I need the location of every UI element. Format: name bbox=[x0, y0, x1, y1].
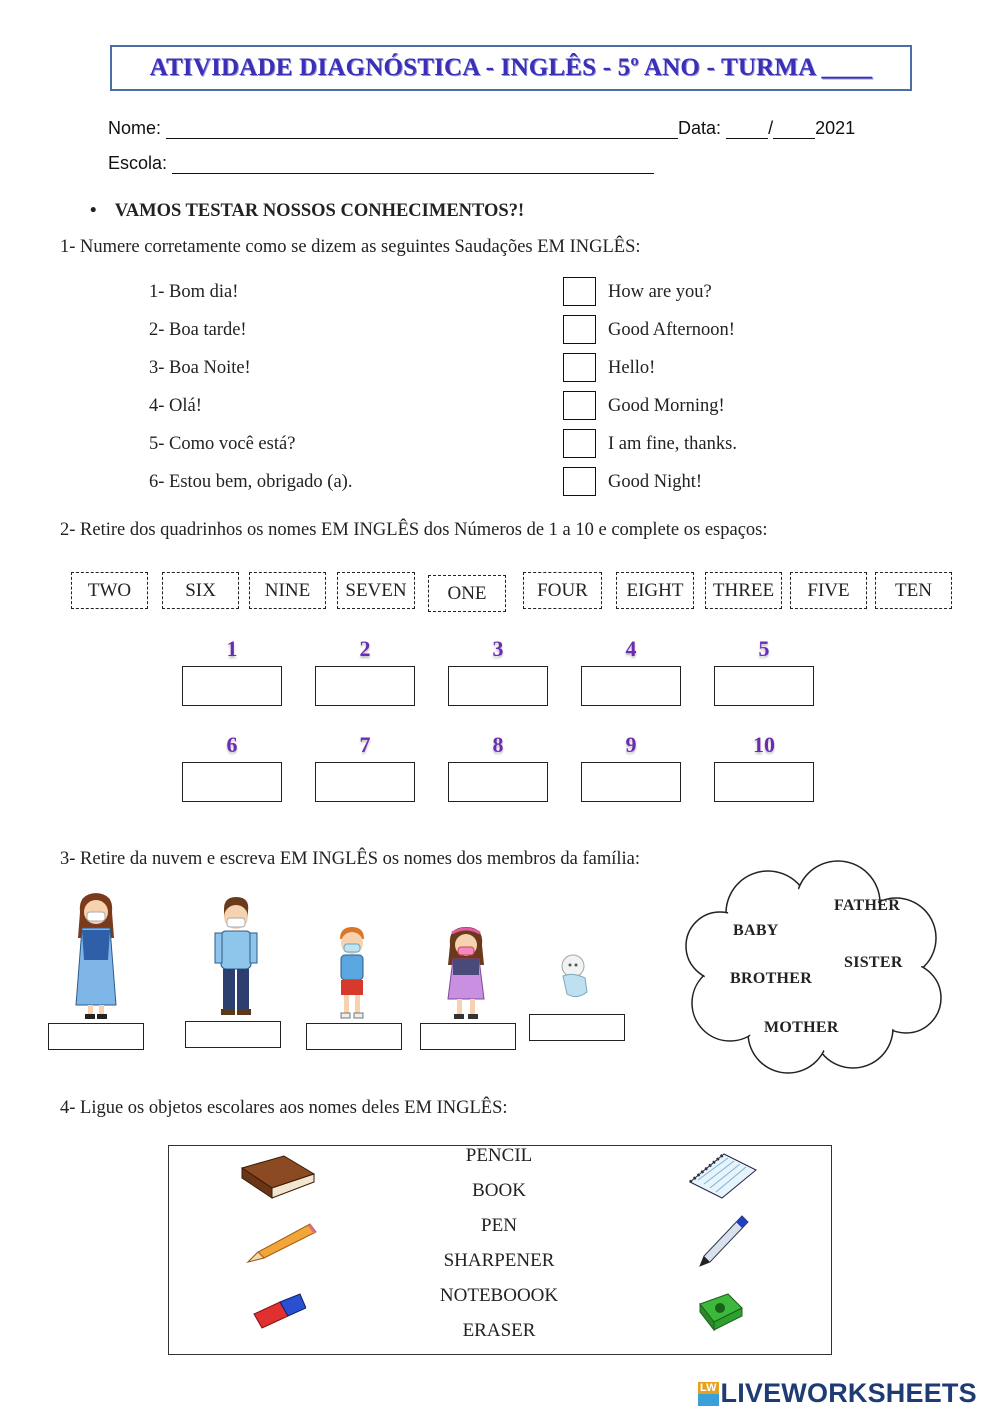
object-word[interactable]: ERASER bbox=[462, 1320, 536, 1341]
number-label: 7 bbox=[359, 732, 371, 757]
name-date-row bbox=[108, 118, 898, 139]
number-word-card[interactable]: NINE bbox=[249, 572, 326, 609]
q1-left-item: 2- Boa tarde! bbox=[149, 320, 247, 340]
q1-right-item: I am fine, thanks. bbox=[608, 434, 737, 454]
family-answer-box[interactable] bbox=[306, 1023, 402, 1050]
cloud-word: FATHER bbox=[834, 897, 901, 914]
q1-answer-box[interactable] bbox=[563, 315, 596, 344]
q1-left-item: 5- Como você está? bbox=[149, 434, 296, 454]
number-answer-box[interactable] bbox=[448, 762, 548, 802]
number-label: 8 bbox=[492, 732, 504, 757]
bullet: • bbox=[90, 201, 97, 221]
mother-figure-icon bbox=[66, 890, 126, 1020]
q1-answer-box[interactable] bbox=[563, 277, 596, 306]
number-label: 1 bbox=[226, 636, 238, 661]
date-slash: / bbox=[768, 118, 774, 138]
brother-figure-icon bbox=[330, 925, 374, 1021]
number-word-card[interactable]: THREE bbox=[705, 572, 782, 609]
number-answer-box[interactable] bbox=[448, 666, 548, 706]
intro-line bbox=[90, 201, 524, 222]
number-label: 2 bbox=[359, 636, 371, 661]
number-answer-box[interactable] bbox=[182, 666, 282, 706]
sharpener-icon[interactable] bbox=[694, 1288, 748, 1334]
q1-right-item: Good Night! bbox=[608, 472, 703, 492]
number-word-card[interactable]: SIX bbox=[162, 572, 239, 609]
sister-figure-icon bbox=[440, 925, 492, 1021]
number-answer-box[interactable] bbox=[714, 666, 814, 706]
family-answer-box[interactable] bbox=[529, 1014, 625, 1041]
number-word-card[interactable]: SEVEN bbox=[337, 572, 415, 609]
liveworksheets-logo bbox=[698, 1378, 977, 1409]
family-answer-box[interactable] bbox=[420, 1023, 516, 1050]
number-answer-box[interactable] bbox=[315, 762, 415, 802]
number-label: 5 bbox=[758, 636, 770, 661]
number-word-card[interactable]: ONE bbox=[428, 575, 506, 612]
number-label: 6 bbox=[226, 732, 238, 757]
q1-left-item: 4- Olá! bbox=[149, 396, 202, 416]
page-title: ATIVIDADE DIAGNÓSTICA - INGLÊS - 5º ANO - TURMA ____ bbox=[149, 54, 873, 81]
school-field[interactable] bbox=[172, 157, 654, 174]
school-row bbox=[108, 153, 708, 174]
logo-mark bbox=[698, 1382, 719, 1406]
number-answer-box[interactable] bbox=[581, 762, 681, 802]
intro-text: VAMOS TESTAR NOSSOS CONHECIMENTOS?! bbox=[114, 201, 525, 221]
number-answer-box[interactable] bbox=[714, 762, 814, 802]
date-year: 2021 bbox=[815, 118, 856, 138]
number-label: 9 bbox=[625, 732, 637, 757]
number-word-card[interactable]: FIVE bbox=[790, 572, 867, 609]
family-answer-box[interactable] bbox=[185, 1021, 281, 1048]
object-word[interactable]: NOTEBOOOK bbox=[439, 1285, 559, 1306]
book-icon[interactable] bbox=[238, 1150, 318, 1202]
pencil-icon[interactable] bbox=[244, 1218, 318, 1266]
q1-left-item: 1- Bom dia! bbox=[149, 282, 239, 302]
number-word-card[interactable]: EIGHT bbox=[616, 572, 694, 609]
q1-right-item: Good Morning! bbox=[608, 396, 725, 416]
object-word[interactable]: SHARPENER bbox=[443, 1250, 555, 1271]
cloud-word: MOTHER bbox=[764, 1019, 839, 1036]
q1-left-item: 6- Estou bem, obrigado (a). bbox=[149, 472, 353, 492]
name-label: Nome: bbox=[108, 118, 162, 138]
q1-answer-box[interactable] bbox=[563, 353, 596, 382]
number-answer-box[interactable] bbox=[581, 666, 681, 706]
pen-icon[interactable] bbox=[696, 1212, 750, 1270]
date-month-field[interactable] bbox=[773, 122, 815, 139]
q1-answer-box[interactable] bbox=[563, 391, 596, 420]
q3-title: 3- Retire da nuvem e escreva EM INGLÊS os nomes dos membros da família: bbox=[60, 849, 641, 869]
number-answer-box[interactable] bbox=[315, 666, 415, 706]
word-cloud-icon bbox=[678, 858, 946, 1076]
number-label: 4 bbox=[625, 636, 637, 661]
number-word-card[interactable]: TWO bbox=[71, 572, 148, 609]
q2-title: 2- Retire dos quadrinhos os nomes EM INGLÊS dos Números de 1 a 10 e complete os espaços: bbox=[60, 520, 768, 540]
cloud-word: BROTHER bbox=[730, 970, 813, 987]
object-word[interactable]: PENCIL bbox=[465, 1145, 533, 1166]
brand-name: LIVEWORKSHEETS bbox=[720, 1378, 977, 1408]
q4-title: 4- Ligue os objetos escolares aos nomes deles EM INGLÊS: bbox=[60, 1098, 508, 1118]
eraser-icon[interactable] bbox=[250, 1292, 306, 1332]
title-box bbox=[110, 45, 912, 91]
notebook-icon[interactable] bbox=[684, 1148, 760, 1202]
date-day-field[interactable] bbox=[726, 122, 768, 139]
q1-left-item: 3- Boa Noite! bbox=[149, 358, 251, 378]
father-figure-icon bbox=[206, 895, 266, 1020]
number-word-card[interactable]: FOUR bbox=[523, 572, 602, 609]
number-label: 3 bbox=[492, 636, 504, 661]
cloud-word: SISTER bbox=[844, 954, 903, 971]
baby-figure-icon bbox=[553, 952, 595, 1002]
q1-answer-box[interactable] bbox=[563, 467, 596, 496]
number-label: 10 bbox=[753, 732, 775, 757]
q1-answer-box[interactable] bbox=[563, 429, 596, 458]
name-field[interactable] bbox=[166, 122, 678, 139]
date-label: Data: bbox=[678, 118, 722, 138]
family-answer-box[interactable] bbox=[48, 1023, 144, 1050]
q1-title: 1- Numere corretamente como se dizem as seguintes Saudações EM INGLÊS: bbox=[60, 237, 641, 257]
q1-right-item: How are you? bbox=[608, 282, 712, 302]
number-word-card[interactable]: TEN bbox=[875, 572, 952, 609]
school-label: Escola: bbox=[108, 153, 168, 173]
logo-mark-text: LW bbox=[700, 1381, 717, 1394]
q1-right-item: Good Afternoon! bbox=[608, 320, 735, 340]
cloud-word: BABY bbox=[733, 922, 779, 939]
object-word[interactable]: PEN bbox=[481, 1215, 517, 1236]
q1-right-item: Hello! bbox=[608, 358, 656, 378]
object-word[interactable]: BOOK bbox=[472, 1180, 526, 1201]
number-answer-box[interactable] bbox=[182, 762, 282, 802]
